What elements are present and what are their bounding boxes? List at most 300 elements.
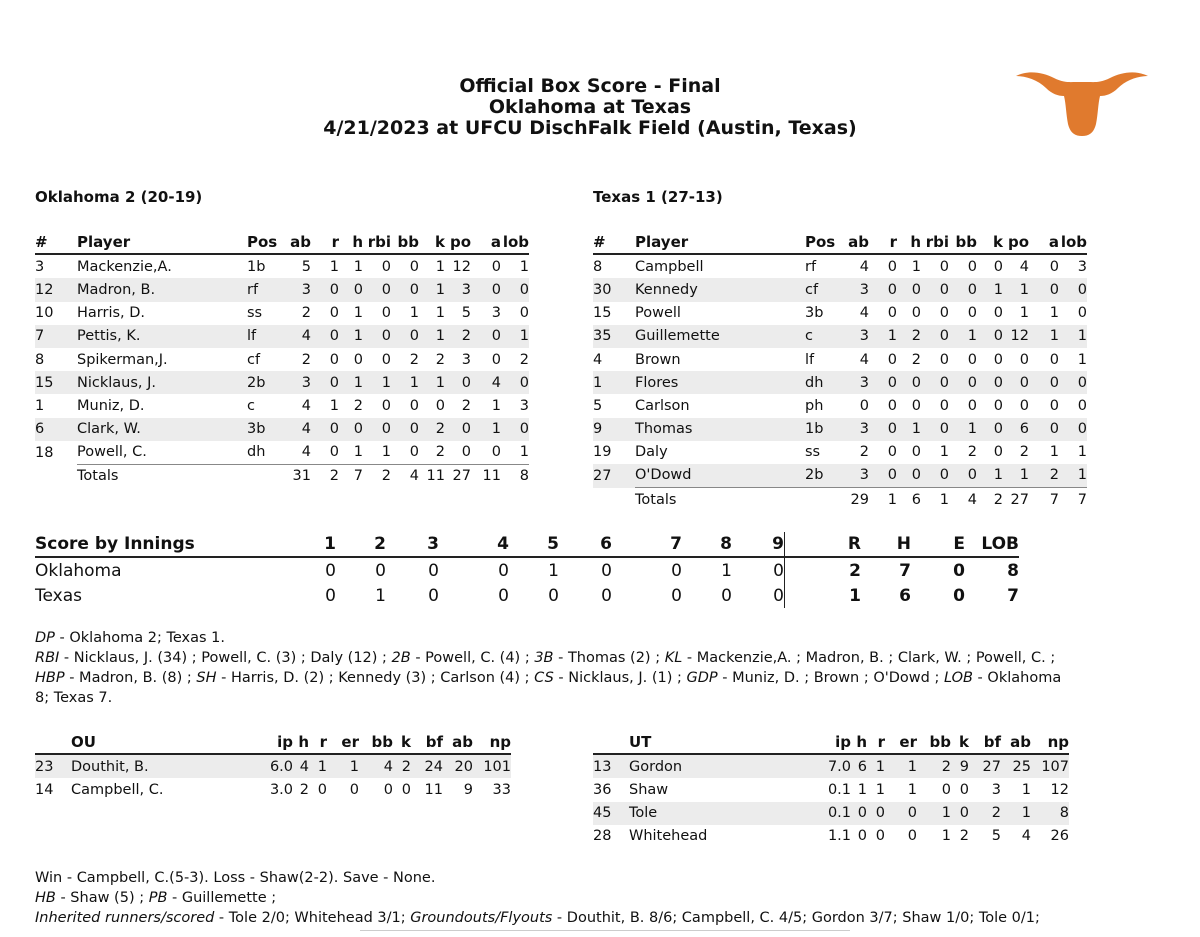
stat-cell: 0 — [353, 351, 363, 368]
team-name: Texas — [35, 585, 82, 606]
stat-cell: 0 — [461, 444, 471, 461]
batter-row — [35, 371, 529, 394]
stat-cell: 0 — [471, 278, 501, 301]
stat-cell: 4 — [287, 325, 311, 348]
column-header: Player — [635, 230, 805, 254]
stat-cell: 0 — [1049, 397, 1059, 414]
lob-label: LOB — [943, 670, 973, 686]
stat-cell: 0 — [1049, 351, 1059, 368]
sh-label: SH — [196, 670, 217, 686]
inning-score: 0 — [325, 585, 336, 606]
stat-cell: 2 — [409, 351, 419, 368]
stat-cell: 0 — [885, 802, 917, 825]
linescore-title: Score by Innings — [35, 532, 300, 557]
stat-cell: 24 — [411, 754, 443, 778]
stat-cell: 0 — [1019, 397, 1029, 414]
stat-cell: 14 — [35, 781, 54, 798]
stat-cell: 1 — [1021, 781, 1031, 798]
pitcher-row — [593, 754, 1069, 778]
total-cell: 4 — [391, 464, 419, 488]
stat-cell: 0 — [977, 371, 1003, 394]
stat-cell: 28 — [593, 828, 612, 845]
doubles-label: 2B — [391, 650, 411, 666]
inning-header: 8 — [682, 532, 732, 557]
stat-cell: 0 — [949, 464, 977, 488]
inning-score: 0 — [671, 560, 682, 581]
stat-cell: 0 — [875, 828, 885, 845]
stat-cell: 0 — [501, 371, 529, 394]
stat-cell: cf — [247, 351, 261, 368]
stat-cell: 0 — [1029, 278, 1059, 301]
score-by-innings — [35, 532, 1019, 608]
stat-cell: 1 — [977, 278, 1003, 301]
hbp-label: HBP — [35, 670, 65, 686]
stat-cell: 0 — [939, 305, 949, 322]
stat-cell: 0.1 — [815, 802, 851, 825]
stat-cell: Powell, C. — [77, 444, 147, 461]
cs-label: CS — [534, 670, 554, 686]
groundouts-label: Groundouts/Flyouts — [410, 910, 553, 926]
stat-cell: dh — [805, 371, 845, 394]
stat-cell: 36 — [593, 781, 612, 798]
column-header: k — [977, 230, 1003, 254]
batting-header-row — [593, 230, 1087, 254]
column-header: # — [35, 230, 77, 254]
home-team-title: Texas 1 (27-13) — [593, 188, 723, 206]
stat-cell: 1 — [911, 258, 921, 275]
stat-cell: 1b — [247, 258, 266, 275]
cs-text: - Nicklaus, J. (1) ; — [553, 670, 687, 686]
total-cell: 11 — [471, 464, 501, 488]
total-score: 1 — [849, 585, 861, 606]
totals-row — [593, 488, 1087, 512]
stat-cell: 13 — [593, 754, 629, 778]
pitching-team-label: OU — [71, 730, 257, 754]
stat-cell: 0 — [911, 444, 921, 461]
stat-cell: Powell — [635, 305, 681, 322]
inning-header: 5 — [509, 532, 559, 557]
stat-cell: 0 — [949, 278, 977, 301]
stat-cell: 1 — [1029, 325, 1059, 348]
stat-cell: 3 — [845, 278, 869, 301]
pitcher-row — [593, 825, 1069, 848]
stat-cell: 1 — [353, 444, 363, 461]
stat-cell: 107 — [1031, 754, 1069, 778]
stat-cell: 0 — [381, 397, 391, 414]
column-header: ab — [1001, 730, 1031, 754]
inherited-text: - Tole 2/0; Whitehead 3/1; — [214, 910, 411, 926]
stat-cell: 5 — [461, 305, 471, 322]
inning-header: 7 — [612, 532, 682, 557]
column-header: bb — [917, 730, 951, 754]
hb-label: HB — [35, 890, 56, 906]
bottom-divider — [360, 930, 850, 931]
stat-cell: 2 — [897, 325, 921, 348]
stat-cell: 1 — [1059, 464, 1087, 488]
stat-cell: Guillemette — [635, 325, 805, 348]
column-header: # — [593, 230, 635, 254]
inning-score: 0 — [375, 560, 386, 581]
blank-cell — [35, 464, 77, 488]
stat-cell: 1 — [381, 444, 391, 461]
stat-cell: 1 — [435, 258, 445, 275]
groundouts-text: - Douthit, B. 8/6; Campbell, C. 4/5; Gordon 3/7; Shaw 1/0; Tole 0/1; — [552, 910, 1040, 926]
stat-cell: 0 — [339, 418, 363, 441]
column-header: a — [1029, 230, 1059, 254]
stat-cell: 1 — [339, 325, 363, 348]
stat-cell: 45 — [593, 802, 629, 825]
stat-cell: 3 — [445, 278, 471, 301]
stat-cell: Campbell, C. — [71, 781, 164, 798]
column-header: ab — [845, 230, 869, 254]
stat-cell: 0 — [869, 278, 897, 301]
linescore-team-row — [35, 583, 1019, 608]
inning-header: 6 — [559, 532, 612, 557]
stat-cell: 0 — [921, 371, 949, 394]
stat-cell: 1 — [363, 371, 391, 394]
stat-cell: 0 — [435, 397, 445, 414]
stat-cell: 6.0 — [257, 754, 293, 778]
stat-cell: 3 — [287, 371, 311, 394]
column-header: k — [419, 230, 445, 254]
stat-cell: 1 — [1001, 802, 1031, 825]
stat-cell: 0 — [1003, 371, 1029, 394]
stat-cell: 101 — [473, 754, 511, 778]
stat-cell: 1 — [875, 781, 885, 798]
batting-header-row — [35, 230, 529, 254]
dp-text: - Oklahoma 2; Texas 1. — [54, 630, 226, 646]
batter-row — [593, 302, 1087, 325]
stat-cell: 0 — [329, 305, 339, 322]
stat-cell: 2 — [519, 351, 529, 368]
stat-cell: rf — [805, 258, 817, 275]
inning-score: 1 — [721, 560, 732, 581]
stat-cell: 3 — [845, 464, 869, 488]
batter-row — [593, 325, 1087, 348]
stat-cell: 2 — [969, 802, 1001, 825]
stat-cell: 1.1 — [827, 828, 851, 845]
stat-cell: 2 — [419, 418, 445, 441]
column-header: Player — [77, 230, 247, 254]
stat-cell: Daly — [635, 444, 668, 461]
stat-cell: 3 — [519, 397, 529, 414]
stat-cell: 0 — [869, 371, 897, 394]
stat-cell: 0 — [857, 828, 867, 845]
stat-cell: 0 — [363, 325, 391, 348]
stat-cell: 2b — [805, 464, 845, 488]
stat-cell: 0 — [409, 444, 419, 461]
stat-cell: Douthit, B. — [71, 754, 257, 778]
stat-cell: 0 — [887, 444, 897, 461]
total-cell: 1 — [921, 488, 949, 512]
stat-cell: 2 — [461, 397, 471, 414]
stat-cell: 1 — [885, 754, 917, 778]
away-team-title: Oklahoma 2 (20-19) — [35, 188, 203, 206]
stat-cell: Brown — [635, 351, 681, 368]
rbi-label: RBI — [35, 650, 60, 666]
stat-cell: 1 — [1049, 305, 1059, 322]
stat-cell: 3b — [247, 418, 287, 441]
stat-cell: Madron, B. — [77, 278, 247, 301]
stat-cell: Shaw — [629, 781, 669, 798]
stat-cell: 0 — [471, 325, 501, 348]
dp-label: DP — [35, 630, 55, 646]
stat-cell: 0 — [1077, 397, 1087, 414]
stat-cell: 3b — [805, 305, 824, 322]
stat-cell: 33 — [492, 781, 511, 798]
stat-cell: 0 — [519, 305, 529, 322]
stat-cell: 0 — [1019, 351, 1029, 368]
gdp-label: GDP — [686, 670, 718, 686]
stat-cell: 3.0 — [269, 781, 293, 798]
stat-cell: 1 — [941, 828, 951, 845]
stat-cell: 1 — [353, 305, 363, 322]
total-score: 0 — [953, 560, 965, 581]
stat-cell: 6 — [1003, 418, 1029, 441]
stat-cell: 0 — [409, 258, 419, 275]
stat-cell: 4 — [859, 258, 869, 275]
stat-cell: 0 — [311, 418, 339, 441]
stat-cell: 4 — [301, 397, 311, 414]
stat-cell: 10 — [35, 305, 54, 322]
linescore-team-row — [35, 557, 1019, 583]
kl-text: - Mackenzie,A. ; Madron, B. ; Clark, W. ; Powell, C. ; — [682, 650, 1056, 666]
column-header: r — [867, 730, 885, 754]
total-score: 7 — [899, 560, 911, 581]
column-header: bb — [949, 230, 977, 254]
stat-cell: 0 — [317, 781, 327, 798]
inning-score: 0 — [732, 557, 785, 583]
total-score: 2 — [849, 560, 861, 581]
matchup-title: Oklahoma at Texas — [488, 96, 692, 118]
stat-cell: 0 — [381, 351, 391, 368]
stat-cell: 12 — [35, 278, 77, 301]
column-header: np — [1031, 730, 1069, 754]
column-header: lob — [1059, 230, 1087, 254]
column-header: Pos — [805, 230, 845, 254]
stat-cell: 0 — [887, 397, 897, 414]
batter-row — [35, 254, 529, 278]
batter-row — [35, 325, 529, 348]
doubles-text: - Powell, C. (4) ; — [410, 650, 535, 666]
blank-header — [593, 730, 629, 754]
stat-cell: 2 — [911, 351, 921, 368]
batter-row — [593, 371, 1087, 394]
stat-cell: 0 — [967, 305, 977, 322]
away-batting-table — [35, 230, 529, 488]
summary-header: LOB — [965, 532, 1019, 557]
column-header: er — [327, 730, 359, 754]
stat-cell: 2 — [301, 305, 311, 322]
blank-cell — [805, 488, 845, 512]
total-cell: 31 — [287, 464, 311, 488]
stat-cell: 3 — [287, 278, 311, 301]
stat-cell: 9 — [951, 754, 969, 778]
stat-cell: 0 — [911, 397, 921, 414]
stat-cell: 0 — [363, 418, 391, 441]
stat-cell: 2 — [1019, 444, 1029, 461]
game-notes — [35, 628, 1145, 708]
inning-score: 0 — [428, 585, 439, 606]
stat-cell: 2b — [247, 371, 287, 394]
stat-cell: lf — [805, 351, 815, 368]
stat-cell: 2 — [393, 754, 411, 778]
footer-line-3 — [35, 908, 1175, 928]
stat-cell: 5 — [593, 397, 603, 414]
stat-cell: 0 — [869, 418, 897, 441]
stat-cell: 0 — [867, 802, 885, 825]
stat-cell: 27 — [969, 754, 1001, 778]
total-cell: 7 — [1029, 488, 1059, 512]
batter-row — [35, 278, 529, 301]
batter-row — [35, 394, 529, 417]
inning-score: 0 — [548, 585, 559, 606]
column-header: bb — [391, 230, 419, 254]
stat-cell: 27 — [593, 464, 635, 488]
stat-cell: 0 — [897, 371, 921, 394]
stat-cell: 1 — [897, 418, 921, 441]
stat-cell: 3 — [461, 351, 471, 368]
stat-cell: 0 — [869, 464, 897, 488]
stat-cell: 0 — [445, 371, 471, 394]
stat-cell: 0 — [967, 397, 977, 414]
pitching-notes — [35, 868, 1175, 928]
stat-cell: 1 — [329, 258, 339, 275]
stat-cell: 25 — [1001, 754, 1031, 778]
stat-cell: c — [247, 397, 255, 414]
stat-cell: 0 — [993, 444, 1003, 461]
stat-cell: 1 — [1003, 278, 1029, 301]
pitching-team-label: UT — [629, 730, 815, 754]
stat-cell: 4 — [593, 351, 603, 368]
stat-cell: 0 — [501, 278, 529, 301]
stat-cell: 0 — [887, 305, 897, 322]
stat-cell: 8 — [1031, 802, 1069, 825]
stat-cell: 3 — [1077, 258, 1087, 275]
stat-cell: 1 — [949, 325, 977, 348]
stat-cell: Tole — [629, 802, 815, 825]
home-pitching-box — [593, 730, 1069, 848]
stat-cell: 1 — [939, 444, 949, 461]
inning-header: 9 — [732, 532, 785, 557]
stat-cell: 4 — [301, 444, 311, 461]
batter-row — [593, 348, 1087, 371]
stat-cell: 1 — [501, 325, 529, 348]
stat-cell: 4 — [1021, 828, 1031, 845]
away-pitching-box — [35, 730, 511, 802]
column-header: h — [851, 730, 867, 754]
inherited-label: Inherited runners/scored — [35, 910, 215, 926]
stat-cell: Flores — [635, 371, 805, 394]
stat-cell: 0 — [363, 278, 391, 301]
stat-cell: 0 — [993, 351, 1003, 368]
stat-cell: 19 — [593, 444, 612, 461]
inning-header: 4 — [439, 532, 509, 557]
stat-cell: 5 — [301, 258, 311, 275]
stat-cell: 1 — [907, 781, 917, 798]
stat-cell: ss — [247, 305, 263, 322]
inning-score: 0 — [498, 585, 509, 606]
stat-cell: 0 — [949, 371, 977, 394]
stat-cell: 1 — [409, 305, 419, 322]
stat-cell: 2 — [967, 444, 977, 461]
batter-row — [593, 418, 1087, 441]
stat-cell: Kennedy — [635, 278, 805, 301]
column-header: er — [885, 730, 917, 754]
stat-cell: 20 — [443, 754, 473, 778]
total-cell: 2 — [311, 464, 339, 488]
inning-score: 0 — [601, 585, 612, 606]
stat-cell: 0 — [977, 325, 1003, 348]
stat-cell: 1 — [419, 278, 445, 301]
stat-cell: 23 — [35, 754, 71, 778]
stat-cell: 3 — [845, 371, 869, 394]
batter-row — [35, 348, 529, 371]
stat-cell: 0 — [1029, 371, 1059, 394]
stat-cell: 0 — [941, 781, 951, 798]
summary-header: R — [785, 532, 862, 557]
stat-cell: 0.1 — [827, 781, 851, 798]
stat-cell: 1 — [949, 418, 977, 441]
stat-cell: 0 — [1059, 371, 1087, 394]
stat-cell: cf — [805, 278, 845, 301]
stat-cell: 1 — [353, 258, 363, 275]
stat-cell: 0 — [939, 397, 949, 414]
home-batting-box — [593, 230, 1087, 511]
stat-cell: Campbell — [635, 258, 704, 275]
column-header: po — [445, 230, 471, 254]
stat-cell: 0 — [897, 278, 921, 301]
stat-cell: 1 — [327, 754, 359, 778]
stat-cell: 0 — [993, 397, 1003, 414]
stat-cell: 0 — [859, 397, 869, 414]
stat-cell: 2 — [917, 754, 951, 778]
stat-cell: 1 — [419, 325, 445, 348]
total-cell: 4 — [949, 488, 977, 512]
batter-row — [35, 441, 529, 465]
totals-label: Totals — [77, 464, 247, 488]
stat-cell: 0 — [383, 781, 393, 798]
stat-cell: 15 — [593, 305, 612, 322]
inning-score: 0 — [671, 585, 682, 606]
stat-cell: 4 — [859, 305, 869, 322]
stat-cell: 1 — [391, 371, 419, 394]
stat-cell: 1 — [419, 371, 445, 394]
sh-text: - Harris, D. (2) ; Kennedy (3) ; Carlson (4) ; — [216, 670, 535, 686]
total-cell: 27 — [1003, 488, 1029, 512]
stat-cell: 2 — [435, 444, 445, 461]
pitching-header-row — [35, 730, 511, 754]
stat-cell: 1 — [1049, 444, 1059, 461]
lob-text: - Oklahoma — [972, 670, 1062, 686]
stat-cell: 0 — [491, 258, 501, 275]
gdp-text: - Muniz, D. ; Brown ; O'Dowd ; — [717, 670, 944, 686]
stat-cell: 1 — [867, 754, 885, 778]
stat-cell: 1 — [309, 754, 327, 778]
stat-cell: 0 — [921, 418, 949, 441]
stat-cell: 26 — [1050, 828, 1069, 845]
stat-cell: 0 — [501, 418, 529, 441]
stat-cell: 0 — [339, 278, 363, 301]
stat-cell: 0 — [401, 781, 411, 798]
stat-cell: 0 — [329, 351, 339, 368]
stat-cell: 6 — [35, 418, 77, 441]
stat-cell: 1 — [977, 464, 1003, 488]
stat-cell: 0 — [391, 418, 419, 441]
stat-cell: Harris, D. — [77, 305, 146, 322]
inning-score: 0 — [325, 560, 336, 581]
column-header: r — [311, 230, 339, 254]
